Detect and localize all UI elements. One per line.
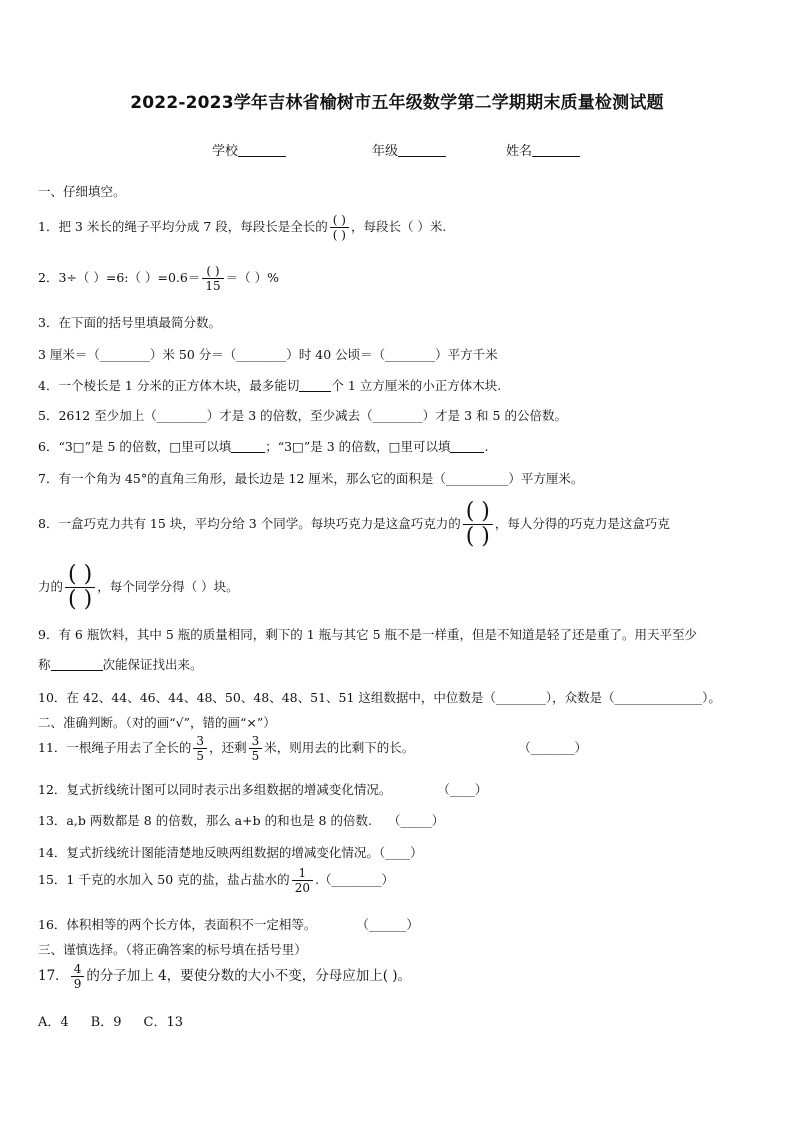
question-1: 1．把 3 米长的绳子平均分成 7 段，每段长是全长的 $\frac{( )}{( )}$ ，每段长（ ）米.: [38, 213, 447, 242]
question-16: 16．体积相等的两个长方体，表面积不一定相等。 （______）: [38, 917, 419, 932]
name-field: [506, 140, 580, 159]
question-17: 17． $\frac{4}{9}$ 的分子加上 4，要使分数的大小不变，分母应加上( )。: [38, 962, 412, 991]
option-c: C．13: [143, 1015, 183, 1030]
option-b: B．9: [90, 1015, 122, 1030]
fraction: $\frac{1}{20}$: [292, 866, 313, 895]
fraction: $\frac{3}{5}$: [193, 734, 207, 763]
fraction: $\frac{4}{9}$: [71, 962, 85, 991]
fraction: $\frac{( )}{( )}$: [330, 213, 349, 242]
question-17-options: [38, 1011, 205, 1030]
question-3-items: 3 厘米＝（________）米 50 分＝（________）时 40 公顷＝（________）平方千米: [38, 347, 498, 362]
name-label: 姓名: [506, 144, 533, 159]
school-label: 学校: [212, 144, 239, 159]
question-13: 13．a,b 两数都是 8 的倍数，那么 a+b 的和也是 8 的倍数. （_____）: [38, 813, 445, 828]
question-12: 12．复式折线统计图可以同时表示出多组数据的增减变化情况。 （____）: [38, 782, 488, 797]
grade-label: 年级: [372, 144, 399, 159]
fraction: $\frac{( )}{( )}$: [463, 500, 493, 549]
section-1-heading: 一、仔细填空。: [38, 184, 126, 199]
section-3-heading: 三、谨慎选择。（将正确答案的标号填在括号里）: [38, 942, 307, 957]
school-field: [212, 140, 286, 159]
question-11: 11．一根绳子用去了全长的 $\frac{3}{5}$ ，还剩 $\frac{3}{5}$ 米，则用去的比剩下的长。 （_______）: [38, 734, 587, 763]
question-4: 4．一个棱长是 1 分米的正方体木块，最多能切 个 1 立方厘米的小正方体木块.: [38, 378, 502, 393]
question-8: 8．一盒巧克力共有 15 块，平均分给 3 个同学。每块巧克力是这盒巧克力的 $\frac{( )}{( )}$ ，每人分得的巧克力是这盒巧克: [38, 499, 670, 549]
fraction: $\frac{( )}{15}$: [202, 264, 223, 293]
question-9-cont: 称 次能保证找出来。: [38, 657, 203, 672]
question-9: 9．有 6 瓶饮料，其中 5 瓶的质量相同，剩下的 1 瓶与其它 5 瓶不是一样重，但是不知道是轻了还是重了。用天平至少: [38, 627, 698, 642]
question-14: 14．复式折线统计图能清楚地反映两组数据的增减变化情况。（____）: [38, 845, 423, 860]
section-2-heading: 二、准确判断。（对的画“√”，错的画“×”）: [38, 715, 276, 730]
option-a: A．4: [38, 1015, 69, 1030]
question-8-cont: 力的 $\frac{( )}{( )}$ ，每个同学分得（ ）块。: [38, 562, 239, 612]
fraction: $\frac{3}{5}$: [249, 734, 263, 763]
question-3: 3．在下面的括号里填最简分数。: [38, 315, 221, 330]
fraction: $\frac{( )}{( )}$: [65, 563, 95, 612]
question-2: 2．3÷（ ）=6:（ ）=0.6＝ $\frac{( )}{15}$ ＝（ ）%: [38, 264, 279, 293]
question-7: 7．有一个角为 45°的直角三角形，最长边是 12 厘米，那么它的面积是（__________）平方厘米。: [38, 471, 584, 486]
question-6: 6．“3□”是 5 的倍数，□里可以填 ；“3□”是 3 的倍数，□里可以填 .: [38, 439, 489, 454]
question-5: 5．2612 至少加上（________）才是 3 的倍数，至少减去（________）才是 3 和 5 的公倍数。: [38, 408, 567, 423]
question-10: 10．在 42、44、46、44、48、50、48、48、51、51 这组数据中，中位数是（________），众数是（______________）。: [38, 690, 721, 705]
exam-title: 2022-2023学年吉林省榆树市五年级数学第二学期期末质量检测试题: [130, 93, 664, 113]
question-15: 15．1 千克的水加入 50 克的盐，盐占盐水的 $\frac{1}{20}$ .（________）: [38, 866, 394, 895]
grade-field: [372, 140, 446, 159]
